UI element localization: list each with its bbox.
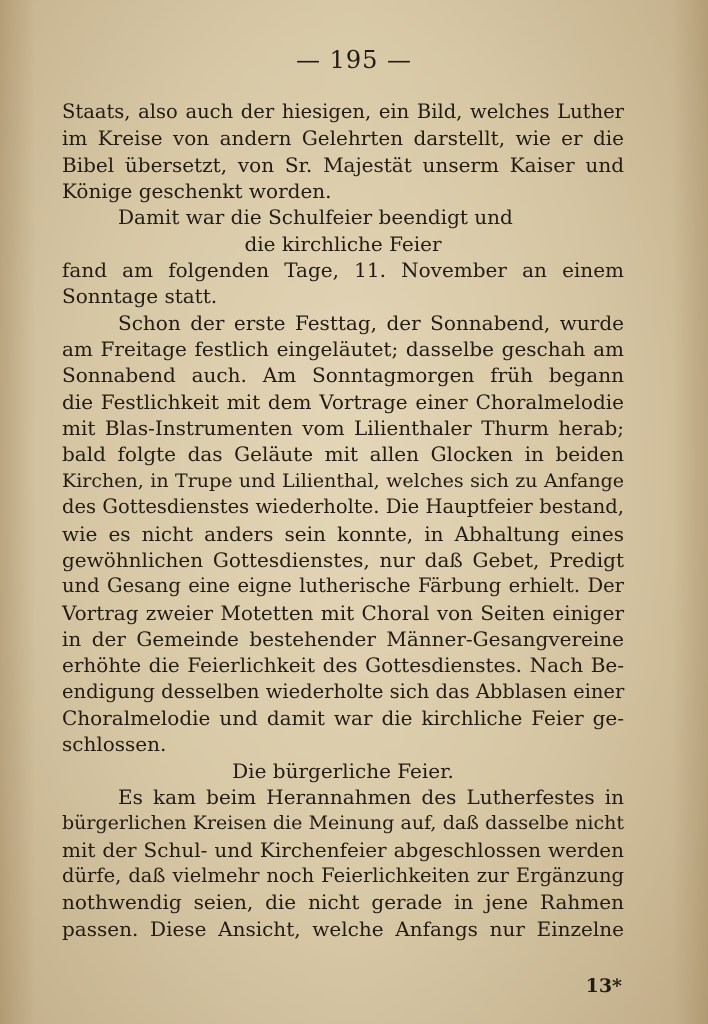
page-number: — 195 — xyxy=(295,46,413,74)
text-line: des Gottesdienstes wiederholte. Die Hauptfeier bestand, xyxy=(62,495,624,519)
text-line: Sonntage statt. xyxy=(62,284,218,309)
text-line: Staats, also auch der hiesigen, ein Bild, welches Luther xyxy=(62,100,624,123)
body-text xyxy=(62,99,624,942)
text-line: im Kreise von andern Gelehrten darstellt, wie er die xyxy=(62,126,624,151)
text-line: Kirchen, in Trupe und Lilienthal, welches sich zu Anfange xyxy=(62,469,624,492)
text-line: wie es nicht anders sein konnte, in Abhaltung eines xyxy=(62,521,624,546)
text-line: Vortrag zweier Motetten mit Choral von Seiten einiger xyxy=(62,600,624,625)
text-line: endigung desselben wiederholte sich das Abblasen einer xyxy=(62,679,625,703)
text-line: dürfe, daß vielmehr noch Feierlichkeiten zur Ergänzung xyxy=(62,863,624,887)
text-line: in der Gemeinde bestehender Männer-Gesangvereine xyxy=(62,626,624,651)
text-line: bald folgte das Geläute mit allen Glocken in beiden xyxy=(62,442,624,467)
text-line: bürgerlichen Kreisen die Meinung auf, daß dasselbe nicht xyxy=(62,812,624,835)
text-line: Könige geschenkt worden. xyxy=(62,179,332,204)
signature-mark: 13* xyxy=(585,975,622,997)
text-line: schlossen. xyxy=(62,732,167,757)
text-line: Schon der erste Festtag, der Sonnabend, wurde xyxy=(118,310,624,335)
text-line: fand am folgenden Tage, 11. November an einem xyxy=(62,258,624,283)
text-line: Die bürgerliche Feier. xyxy=(232,758,454,783)
text-line: mit Blas-Instrumenten vom Lilienthaler Thurm herab; xyxy=(62,416,624,441)
text-line: nothwendig seien, die nicht gerade in jene Rahmen xyxy=(62,890,624,915)
text-line: und Gesang eine eigne lutherische Färbung erhielt. Der xyxy=(62,574,624,598)
text-line: Choralmelodie und damit war die kirchliche Feier ge- xyxy=(62,705,624,730)
text-line: mit der Schul- und Kirchenfeier abgeschlossen werden xyxy=(62,837,624,862)
text-line: die Festlichkeit mit dem Vortrage einer Choralmelodie xyxy=(62,389,624,414)
text-line: die kirchliche Feier xyxy=(244,231,442,256)
text-line: Sonnabend auch. Am Sonntagmorgen früh begann xyxy=(62,363,624,388)
text-line: Damit war die Schulfeier beendigt und xyxy=(118,205,513,230)
text-line: am Freitage festlich eingeläutet; dasselbe geschah am xyxy=(62,337,624,362)
text-line: Es kam beim Herannahmen des Lutherfestes in xyxy=(118,784,624,809)
text-line: passen. Diese Ansicht, welche Anfangs nur Einzelne xyxy=(62,916,624,941)
text-line: erhöhte die Feierlichkeit des Gottesdienstes. Nach Be- xyxy=(62,653,624,678)
text-line: gewöhnlichen Gottesdienstes, nur daß Gebet, Predigt xyxy=(62,547,624,572)
text-line: Bibel übersetzt, von Sr. Majestät unserm Kaiser und xyxy=(62,152,624,177)
